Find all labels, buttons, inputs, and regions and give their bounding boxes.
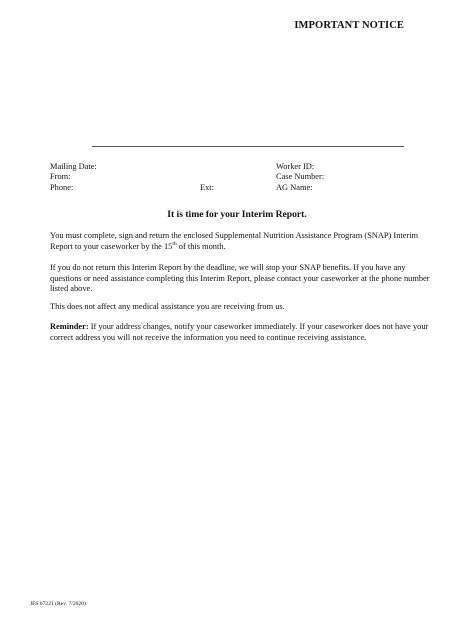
paragraph-medical: This does not affect any medical assistance you are receiving from us. <box>50 302 285 311</box>
reminder-label: Reminder: <box>50 322 89 331</box>
from-label: From: <box>50 172 71 182</box>
ordinal-suffix: th <box>172 240 177 247</box>
notice-heading: IMPORTANT NOTICE <box>294 20 404 31</box>
form-id-footer: JFS 07221 (Rev. 7/2020) <box>30 601 86 607</box>
deadline-text-start: You must complete, sign and return the enclosed Supplemental Nutrition Assistance Program (SNAP) Interim Report to your caseworker by the 15 <box>50 231 419 251</box>
info-row-mailing <box>50 162 430 172</box>
worker-id-label: Worker ID: <box>276 162 315 171</box>
ext-label: Ext: <box>200 182 214 192</box>
deadline-text-end: of this month. <box>176 241 226 251</box>
reminder-text: If your address changes, notify your caseworker immediately. If your caseworker does not have your correct address you will not receive the information you need to continue receiving assistance. <box>50 322 429 342</box>
case-info-block <box>50 162 430 193</box>
paragraph-deadline <box>50 231 432 252</box>
info-row-from <box>50 172 430 182</box>
ag-name-label: AG Name: <box>276 182 313 192</box>
paragraph-reminder <box>50 322 432 343</box>
address-divider <box>92 146 404 147</box>
paragraph-consequence: If you do not return this Interim Report by the deadline, we will stop your SNAP benefits. If you have any questions or need assistance completing this Interim Report, please contact your caseworker at the phone number listed above. <box>50 263 430 294</box>
phone-label: Phone: <box>50 182 74 192</box>
case-number-label: Case Number: <box>276 172 325 182</box>
report-title: It is time for your Interim Report. <box>167 209 307 220</box>
info-row-phone <box>50 183 430 193</box>
mailing-date-label: Mailing Date: <box>50 162 97 171</box>
